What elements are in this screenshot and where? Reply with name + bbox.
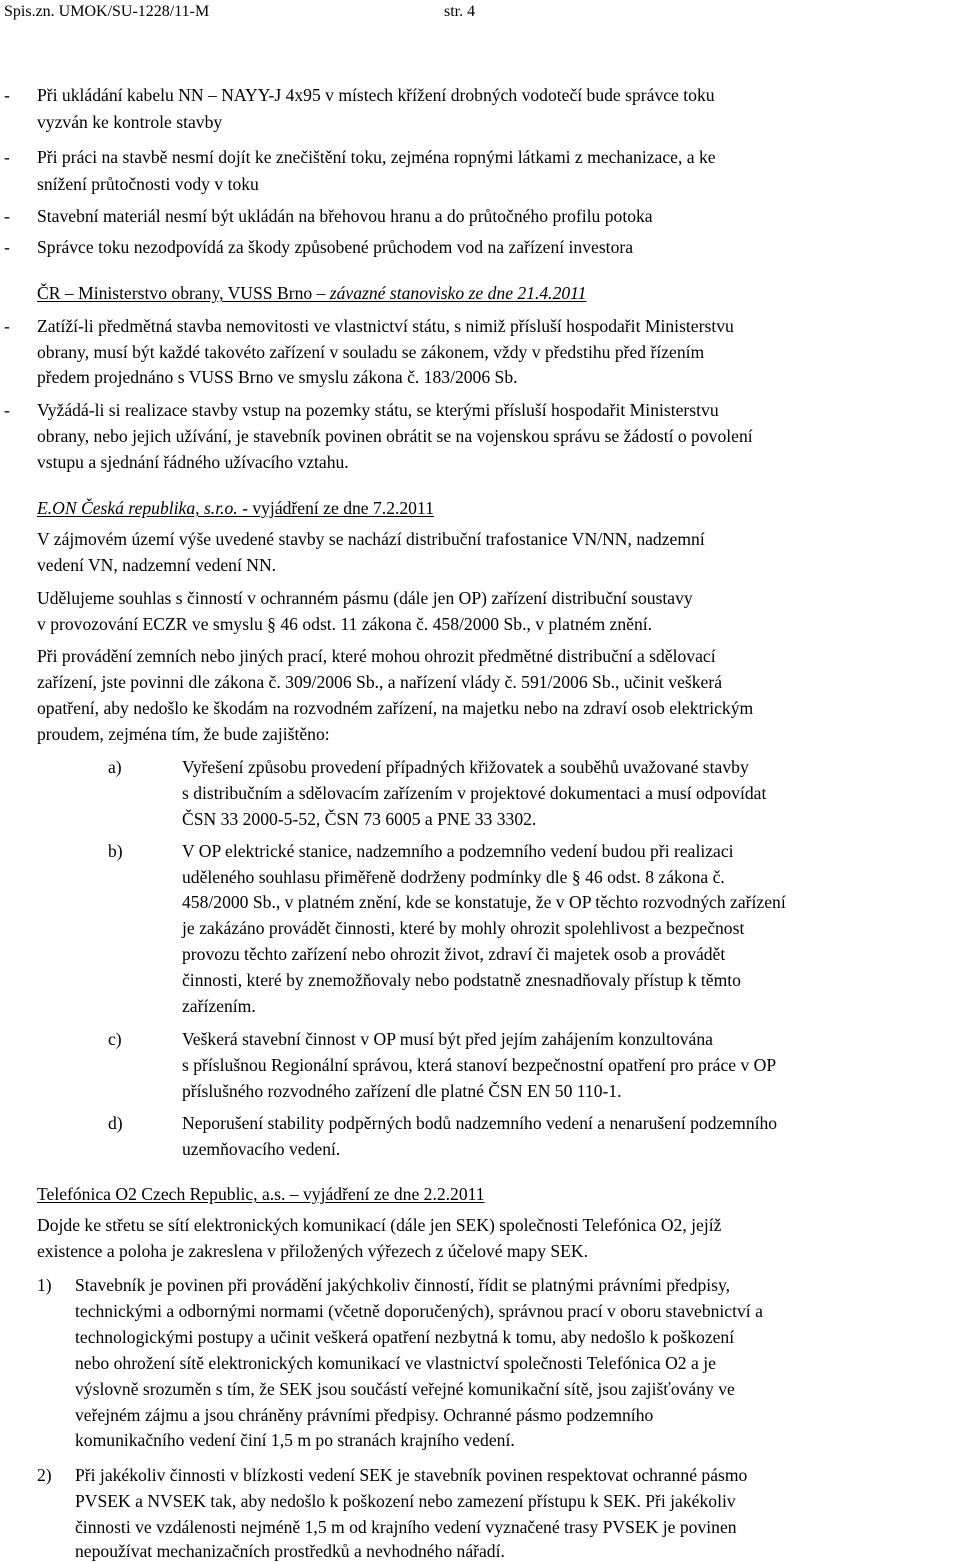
list-item-line: uděleného souhlasu přiměřeně dodrženy podmínky dle § 46 odst. 8 zákona č. — [182, 867, 725, 887]
paragraph-line: proudem, zejména tím, že bude zajištěno: — [37, 724, 330, 744]
list-item-line: výslovně srozuměn s tím, že SEK jsou součástí veřejné komunikační sítě, jsou zajišťovány ve — [75, 1379, 735, 1399]
list-item-line: zařízením. — [182, 996, 256, 1016]
list-item-line: vstupu a sjednání řádného užívacího vztahu. — [37, 452, 349, 472]
page-number: str. 4 — [444, 3, 476, 20]
section-heading — [37, 281, 586, 305]
paragraph-line: Při provádění zemních nebo jiných prací, které mohou ohrozit předmětné distribuční a sdělovací — [37, 646, 716, 666]
list-item-line: V OP elektrické stanice, nadzemního a podzemního vedení budou při realizaci — [182, 841, 734, 861]
paragraph-line: existence a poloha je zakreslena v přiložených výřezech z účelové mapy SEK. — [37, 1241, 589, 1261]
list-item-line: PVSEK a NVSEK tak, aby nedošlo k poškození nebo zamezení přístupu k SEK. Při jakékoliv — [75, 1491, 736, 1511]
list-item-line: technologickými postupy a učinit veškerá opatření nezbytná k tomu, aby nedošlo k poškození — [75, 1327, 735, 1347]
list-item-line: komunikačního vedení činí 1,5 m po stranách krajního vedení. — [75, 1430, 515, 1450]
list-item-line: činnosti ve vzdálenosti nejméně 1,5 m od krajního vedení vyznačené trasy PVSEK je povinen — [75, 1517, 737, 1537]
list-item-line: Při ukládání kabelu NN – NAYY-J 4x95 v místech křížení drobných vodotečí bude správce toku — [37, 85, 715, 105]
list-item-line: obrany, nebo jejich užívání, je stavebník povinen obrátit se na vojenskou správu se žádostí o povolení — [37, 426, 753, 446]
list-marker: c) — [108, 1029, 122, 1049]
paragraph-line: Dojde ke střetu se sítí elektronických komunikací (dále jen SEK) společnosti Telefónica O2, jejíž — [37, 1215, 722, 1235]
list-item-line: Stavebník je povinen při provádění jakýchkoliv činností, řídit se platnými právními předpisy, — [75, 1275, 731, 1295]
list-item-line: Při jakékoliv činnosti v blízkosti vedení SEK je stavebník povinen respektovat ochranné pásmo — [75, 1465, 748, 1485]
file-reference: Spis.zn. UMOK/SU-1228/11-M — [4, 3, 210, 20]
list-item-line: obrany, musí být každé takovéto zařízení v souladu se zákonem, vždy v předstihu před řízením — [37, 342, 705, 362]
paragraph-line: V zájmovém území výše uvedené stavby se nachází distribuční trafostanice VN/NN, nadzemní — [37, 529, 705, 549]
heading-statement: – závazné stanovisko ze dne 21.4.2011 — [312, 283, 587, 303]
list-item-line: 458/2000 Sb., v platném znění, kde se konstatuje, že v OP těchto rozvodných zařízení — [182, 892, 786, 912]
list-item-line: technickými a odbornými normami (včetně doporučených), správnou prací v oboru stavebnictví a — [75, 1301, 763, 1321]
list-marker: b) — [108, 841, 123, 861]
paragraph-line: zařízení, jste povinni dle zákona č. 309/2006 Sb., a nařízení vlády č. 591/2006 Sb., učinit veškerá — [37, 672, 722, 692]
list-marker: - — [4, 85, 10, 105]
heading-organization: E.ON Česká republika, s.r.o. — [37, 498, 238, 518]
list-marker: d) — [108, 1113, 123, 1133]
list-marker: - — [4, 206, 10, 226]
list-item-line: je zakázáno provádět činnosti, které by mohly ohrozit spolehlivost a bezpečnost — [182, 918, 745, 938]
list-item-line: Zatíží-li předmětná stavba nemovitosti ve vlastnictví státu, s nimiž přísluší hospodařit Ministerstvu — [37, 316, 734, 336]
list-marker: - — [4, 316, 10, 336]
list-marker: - — [4, 237, 10, 257]
list-item-line: snížení průtočnosti vody v toku — [37, 174, 259, 194]
list-item-line: s příslušnou Regionální správou, která stanoví bezpečnostní opatření pro práce v OP — [182, 1055, 777, 1075]
list-item-line: ČSN 33 2000-5-52, ČSN 73 6005 a PNE 33 3302. — [182, 809, 537, 829]
list-item-line: činnosti, které by znemožňovaly nebo podstatně znesnadňovaly přístup k těmto — [182, 970, 741, 990]
list-marker: - — [4, 147, 10, 167]
heading-statement: - vyjádření ze dne 7.2.2011 — [237, 498, 434, 518]
list-item-line: s distribučním a sdělovacím zařízením v projektové dokumentaci a musí odpovídat — [182, 783, 767, 803]
list-item-line: Vyřešení způsobu provedení případných křižovatek a souběhů uvažované stavby — [182, 757, 749, 777]
list-item-line: Stavební materiál nesmí být ukládán na břehovou hranu a do průtočného profilu potoka — [37, 206, 653, 226]
list-item-line: nebo ohrožení sítě elektronických komunikací ve vlastnictví společnosti Telefónica O2 a je — [75, 1353, 716, 1373]
paragraph-line: opatření, aby nedošlo ke škodám na rozvodném zařízení, na majetku nebo na zdraví osob elektrickým — [37, 698, 754, 718]
list-item-line: provozu těchto zařízení nebo ohrozit život, zdraví či majetek osob a provádět — [182, 944, 726, 964]
section-heading: Telefónica O2 Czech Republic, a.s. – vyjádření ze dne 2.2.2011 — [37, 1184, 485, 1204]
list-item-line: Veškerá stavební činnost v OP musí být před jejím zahájením konzultována — [182, 1029, 713, 1049]
list-item-line: uzemňovacího vedení. — [182, 1139, 341, 1159]
section-heading — [37, 496, 434, 520]
list-item-line: Při práci na stavbě nesmí dojít ke znečištění toku, zejména ropnými látkami z mechanizace, a ke — [37, 147, 716, 167]
list-marker: 1) — [37, 1275, 52, 1295]
list-item-line: vyzván ke kontrole stavby — [37, 112, 223, 132]
heading-organization: ČR – Ministerstvo obrany, VUSS Brno — [37, 283, 313, 303]
paragraph-line: Udělujeme souhlas s činností v ochranném pásmu (dále jen OP) zařízení distribuční soustavy — [37, 588, 693, 608]
list-marker: 2) — [37, 1465, 52, 1485]
list-item-line: nepoužívat mechanizačních prostředků a nevhodného nářadí. — [75, 1541, 505, 1561]
list-item-line: veřejném zájmu a jsou chráněny právními předpisy. Ochranné pásmo podzemního — [75, 1405, 654, 1425]
list-marker: a) — [108, 757, 122, 777]
list-item-line: příslušného rozvodného zařízení dle platné ČSN EN 50 110-1. — [182, 1081, 622, 1101]
list-marker: - — [4, 400, 10, 420]
paragraph-line: v provozování ECZR ve smyslu § 46 odst. 11 zákona č. 458/2000 Sb., v platném znění. — [37, 614, 653, 634]
list-item-line: Neporušení stability podpěrných bodů nadzemního vedení a nenarušení podzemního — [182, 1113, 778, 1133]
list-item-line: Vyžádá-li si realizace stavby vstup na pozemky státu, se kterými přísluší hospodařit Ministerstvu — [37, 400, 719, 420]
paragraph-line: vedení VN, nadzemní vedení NN. — [37, 555, 277, 575]
list-item-line: předem projednáno s VUSS Brno ve smyslu zákona č. 183/2006 Sb. — [37, 367, 518, 387]
list-item-line: Správce toku nezodpovídá za škody způsobené průchodem vod na zařízení investora — [37, 237, 634, 257]
